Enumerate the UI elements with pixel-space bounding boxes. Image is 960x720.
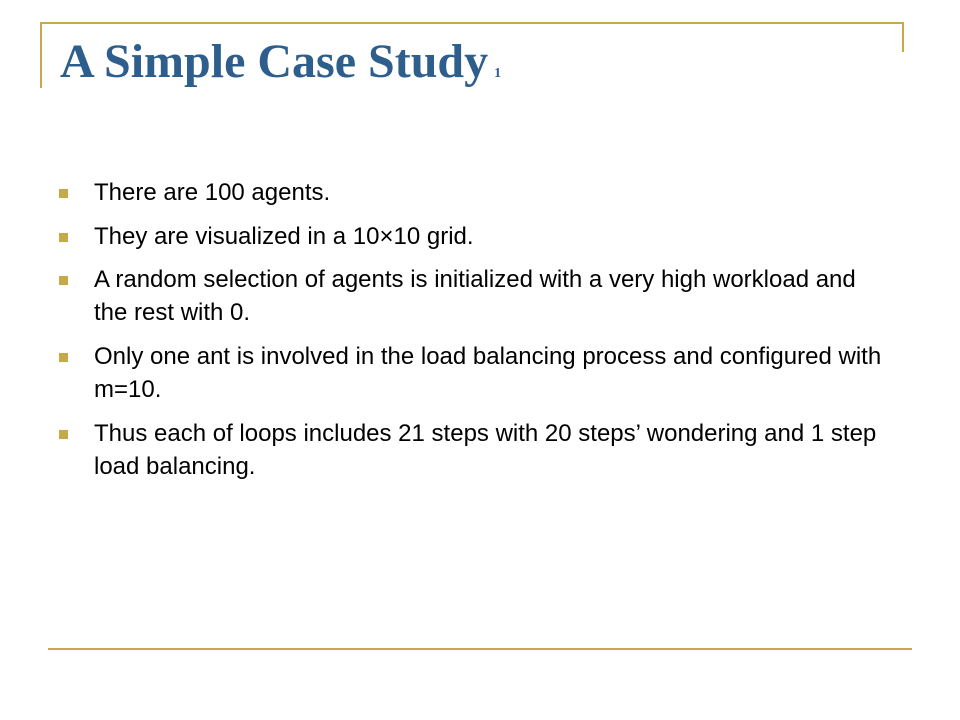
slide-title-number: 1 [494,66,502,81]
bullet-item [58,340,888,406]
square-bullet-icon [59,276,68,285]
bullet-item [58,220,888,253]
bullet-text: A random selection of agents is initialized with a very high workload and the rest with 0. [94,266,856,326]
bullet-text: There are 100 agents. [94,179,331,206]
square-bullet-icon [59,233,68,242]
bullet-item [58,417,888,483]
square-bullet-icon [59,189,68,198]
square-bullet-icon [59,353,68,362]
bullet-text: Thus each of loops includes 21 steps with 20 steps’ wondering and 1 step load balancing. [94,420,877,480]
slide-title-text: A Simple Case Study [60,35,489,88]
left-rule [40,22,42,88]
slide-title [60,34,501,89]
top-rule [40,22,904,24]
bullet-text: They are visualized in a 10×10 grid. [94,223,474,250]
bullet-item [58,176,888,209]
bullet-item [58,263,888,329]
square-bullet-icon [59,430,68,439]
bullet-text: Only one ant is involved in the load balancing process and configured with m=10. [94,343,882,403]
bullet-list [58,176,888,494]
right-rule [902,22,904,52]
bottom-rule [48,648,912,650]
